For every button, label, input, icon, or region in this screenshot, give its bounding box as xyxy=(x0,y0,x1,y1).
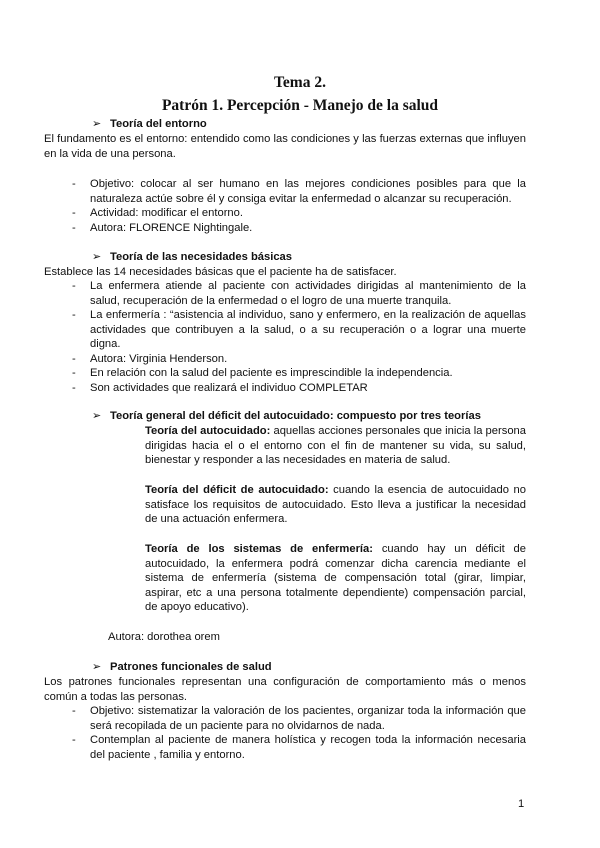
section-heading-autocuidado xyxy=(92,409,481,423)
heading-text: Teoría del entorno xyxy=(110,118,207,130)
theory-deficit-autocuidado xyxy=(145,483,526,527)
page-number: 1 xyxy=(518,798,525,810)
theory-autocuidado xyxy=(145,424,526,468)
arrow-bullet-icon: ➢ xyxy=(92,410,102,422)
list-item: - La enfermera atiende al paciente con actividades dirigidas al mantenimiento de la salud, recuperación de la enfermedad o el logro de una muerte tranquila. xyxy=(72,280,526,307)
heading-text: Teoría general del déficit del autocuidado: compuesto por tres teorías xyxy=(110,410,481,422)
bullet-list-entorno xyxy=(72,177,526,235)
list-item: - La enfermería : “asistencia al individuo, sano y enfermero, en la realización de aquellas actividades que contribuyen a la salud, o a su recuperación o a lograr una muerte digna. xyxy=(72,309,526,350)
section-heading-patrones xyxy=(92,660,272,674)
document-subtitle: Patrón 1. Percepción - Manejo de la salud xyxy=(161,97,439,114)
section-intro-patrones: Los patrones funcionales representan una configuración de comportamiento más o menos común a todas las personas. xyxy=(44,676,526,703)
arrow-bullet-icon: ➢ xyxy=(92,661,102,673)
heading-text: Teoría de las necesidades básicas xyxy=(110,251,292,263)
theory-sistemas-enfermeria xyxy=(145,542,526,615)
section-heading-necesidades xyxy=(92,250,292,264)
section-intro-necesidades: Establece las 14 necesidades básicas que el paciente ha de satisfacer. xyxy=(44,266,397,278)
list-item: - Autora: FLORENCE Nightingale. xyxy=(72,221,253,234)
list-item: - Autora: Virginia Henderson. xyxy=(72,352,228,365)
theory-title: Teoría del déficit de autocuidado: xyxy=(145,484,329,496)
list-item: - Son actividades que realizará el individuo COMPLETAR xyxy=(72,381,368,394)
list-item: - Actividad: modificar el entorno. xyxy=(72,207,243,219)
theory-title: Teoría del autocuidado: xyxy=(145,425,271,437)
bullet-list-necesidades xyxy=(72,279,526,395)
theory-text: cuando hay un déficit de autocuidado, la enfermera podrá comenzar dicha carencia mediante el sistema de enfermería (sistema de compensación total (girar, limpiar, aspirar, etc a una persona totalmente dependiente) compensación parcial, de apoyo educativo). xyxy=(145,543,526,613)
theory-text: cuando la esencia de autocuidado no satisface los requisitos de autocuidado. Esto lleva a justificar la necesidad de una actuación enfermera. xyxy=(145,484,526,525)
arrow-bullet-icon: ➢ xyxy=(92,118,102,130)
bullet-list-patrones xyxy=(72,704,526,762)
document-title: Tema 2. xyxy=(274,74,326,91)
heading-text: Patrones funcionales de salud xyxy=(110,661,272,673)
list-item: - Objetivo: sistematizar la valoración de los pacientes, organizar toda la información que será recopilada de un paciente para no olvidarnos de nada. xyxy=(72,705,526,732)
theory-title: Teoría de los sistemas de enfermería: xyxy=(145,543,373,555)
list-item: - En relación con la salud del paciente es imprescindible la independencia. xyxy=(72,367,453,379)
author-note: Autora: dorothea orem xyxy=(108,631,220,643)
theory-text: aquellas acciones personales que inicia la persona dirigidas hacia el o el entorno con el fin de mantener su vida, su salud, bienestar y responder a las necesidades en materia de salud. xyxy=(145,425,526,466)
section-heading-entorno xyxy=(92,117,207,131)
list-item: - Contemplan al paciente de manera holística y recogen toda la información necesaria del paciente , familia y entorno. xyxy=(72,734,526,761)
section-intro-entorno: El fundamento es el entorno: entendido como las condiciones y las fuerzas externas que influyen en la vida de una persona. xyxy=(44,133,526,160)
list-item: - Objetivo: colocar al ser humano en las mejores condiciones posibles para que la naturaleza actúe sobre él y consiga evitar la enfermedad o alcanzar su recuperación. xyxy=(72,178,526,205)
arrow-bullet-icon: ➢ xyxy=(92,251,102,263)
